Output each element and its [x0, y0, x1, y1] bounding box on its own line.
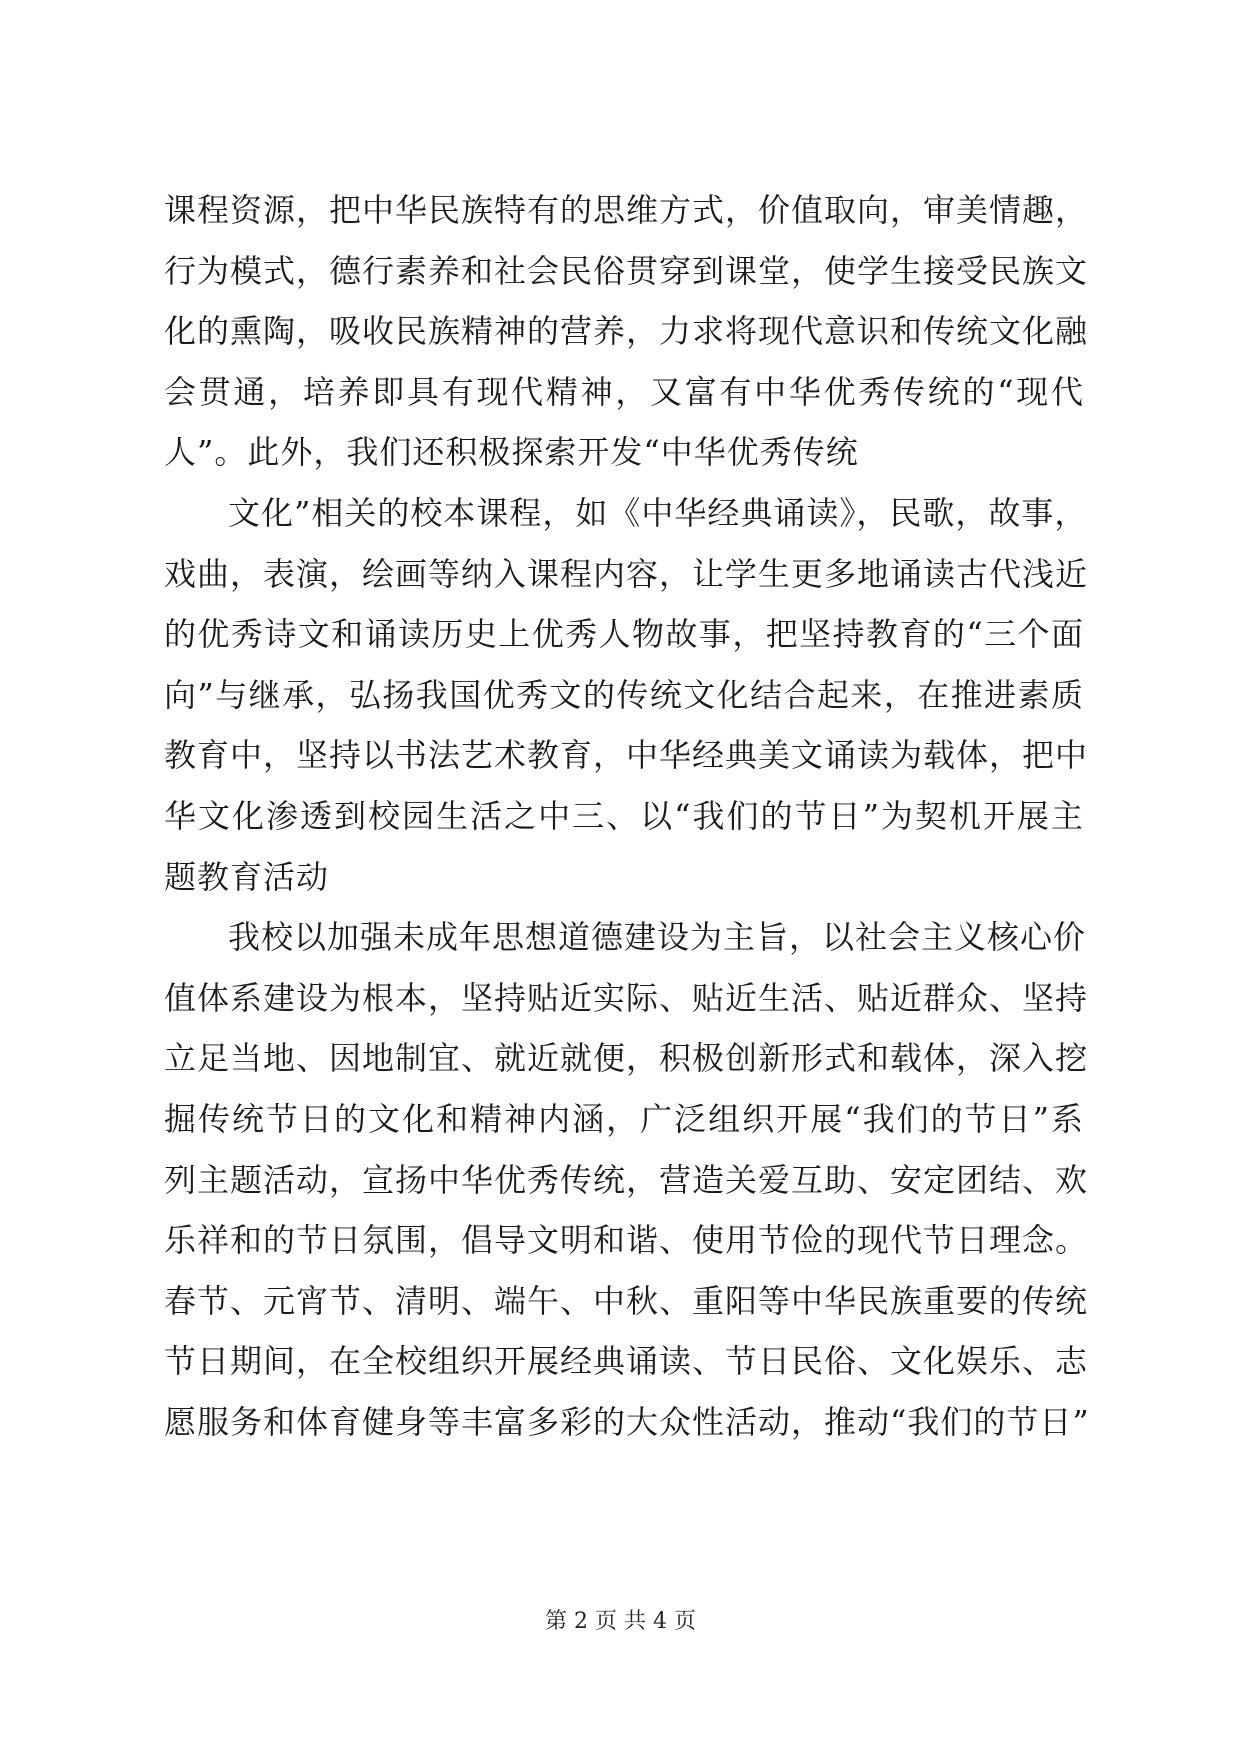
text-line: 行为模式，德行素养和社会民俗贯穿到课堂，使学生接受民族文	[164, 251, 1089, 290]
text-line: 华文化渗透到校园生活之中三、以“我们的节日”为契机开展主	[164, 796, 1084, 835]
text-line: 愿服务和体育健身等丰富多彩的大众性活动，推动“我们的节日”	[164, 1402, 1090, 1441]
text-line: 会贯通，培养即具有现代精神，又富有中华优秀传统的“现代	[164, 372, 1084, 411]
text-line: 教育中，坚持以书法艺术教育，中华经典美文诵读为载体，把中	[164, 736, 1089, 775]
text-line: 课程资源，把中华民族特有的思维方式，价值取向，审美情趣，	[164, 191, 1089, 229]
text-line: 戏曲，表演，绘画等纳入课程内容，让学生更多地诵读古代浅近	[164, 554, 1089, 593]
text-line: 的优秀诗文和诵读历史上优秀人物故事，把坚持教育的“三个面	[164, 615, 1084, 654]
text-line: 向”与继承，弘扬我国优秀文的传统文化结合起来，在推进素质	[164, 675, 1084, 714]
text-line: 立足当地、因地制宜、就近就便，积极创新形式和载体，深入挖	[164, 1039, 1089, 1078]
text-line: 化的熏陶，吸收民族精神的营养，力求将现代意识和传统文化融	[164, 312, 1089, 351]
text-line: 值体系建设为根本，坚持贴近实际、贴近生活、贴近群众、坚持	[164, 978, 1089, 1017]
text-line: 我校以加强未成年思想道德建设为主旨，以社会主义核心价	[228, 918, 1087, 957]
body-text	[164, 180, 1090, 1452]
text-line: 乐祥和的节日氛围，倡导文明和谐、使用节俭的现代节日理念。	[164, 1221, 1089, 1260]
text-line: 掘传统节日的文化和精神内涵，广泛组织开展“我们的节日”系	[164, 1099, 1084, 1138]
text-line: 节日期间，在全校组织开展经典诵读、节日民俗、文化娱乐、志	[164, 1342, 1089, 1381]
text-line: 春节、元宵节、清明、端午、中秋、重阳等中华民族重要的传统	[164, 1281, 1089, 1320]
text-line: 列主题活动，宣扬中华优秀传统，营造关爱互助、安定团结、欢	[164, 1160, 1089, 1199]
text-line: 人”。此外，我们还积极探索开发“中华优秀传统	[164, 433, 859, 472]
page-number-footer: 第 2 页 共 4 页	[545, 1609, 696, 1634]
text-line: 文化”相关的校本课程，如《中华经典诵读》，民歌，故事，	[228, 493, 1088, 532]
text-line: 题教育活动	[164, 857, 330, 896]
